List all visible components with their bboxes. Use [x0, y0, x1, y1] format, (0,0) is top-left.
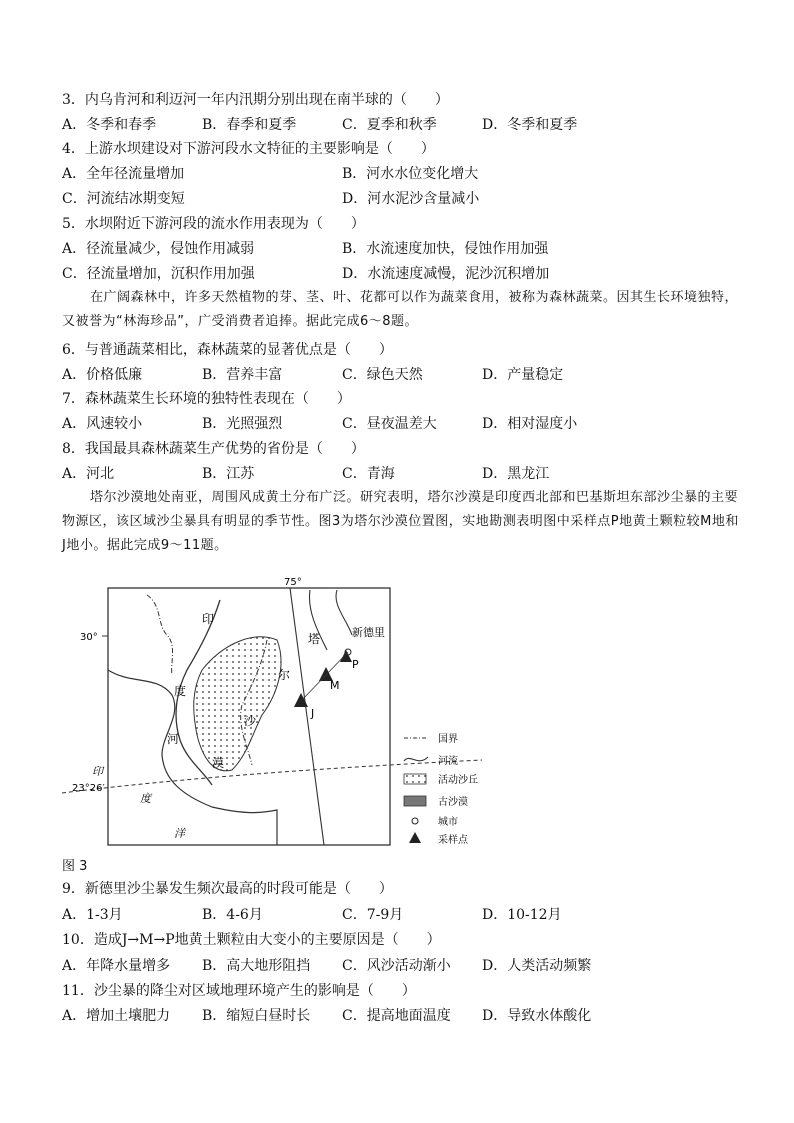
label-ocean-yin: 印 — [92, 765, 103, 778]
q9-stem: 9．新德里沙尘暴发生频次最高的时段可能是（ ） — [62, 881, 393, 897]
q11-option-b: B．缩短白昼时长 — [202, 1008, 311, 1024]
q10-option-c: C．风沙活动渐小 — [342, 958, 451, 974]
legend-sample-symbol — [409, 832, 421, 843]
q4-option-a: A．全年径流量增加 — [62, 166, 185, 182]
passage-thar-desert: 塔尔沙漠地处南亚，周围风成黄土分布广泛。研究表明，塔尔沙漠是印度西北部和巴基斯坦东部沙尘暴的主要物源区，该区域沙尘暴具有明显的季节性。图3为塔尔沙漠位置图，实地勘测表明图中采样点P地黄土颗粒较M地和J地小。据此完成9～11题。 — [62, 490, 739, 553]
q10-option-a: A．年降水量增多 — [62, 958, 171, 974]
label-p: P — [352, 658, 359, 671]
q11-option-c: C．提高地面温度 — [342, 1008, 451, 1024]
q8-option-c: C．青海 — [342, 466, 395, 482]
figure-label: 图 3 — [62, 859, 88, 874]
legend-river-symbol — [404, 757, 428, 761]
label-75: 75° — [284, 577, 302, 588]
map-legend — [404, 733, 478, 846]
legend-city: 城市 — [438, 817, 458, 828]
label-j: J — [311, 707, 315, 720]
q10-stem: 10．造成J→M→P地黄土颗粒由大变小的主要原因是（ ） — [62, 932, 441, 948]
q5-stem: 5．水坝附近下游河段的流水作用表现为（ ） — [62, 216, 365, 232]
q6-option-c: C．绿色天然 — [342, 367, 423, 383]
q6-option-a: A．价格低廉 — [62, 367, 143, 383]
label-ocean-yang: 洋 — [174, 827, 185, 840]
label-tropic: 23°26′ — [72, 783, 105, 794]
q5-option-d: D．水流速度减慢，泥沙沉积增加 — [342, 266, 550, 282]
label-desert-er: 尔 — [278, 668, 291, 682]
legend-active-dune: 活动沙丘 — [438, 775, 478, 786]
q6-option-d: D．产量稳定 — [482, 367, 564, 383]
q11-option-d: D．导致水体酸化 — [482, 1008, 592, 1024]
label-desert-sha: 沙 — [244, 714, 257, 728]
label-30: 30° — [80, 632, 98, 643]
q10-option-d: D．人类活动频繁 — [482, 958, 592, 974]
label-desert-ta: 塔 — [308, 632, 321, 646]
q7-stem: 7．森林蔬菜生长环境的独特性表现在（ ） — [62, 391, 351, 407]
q8-option-a: A．河北 — [62, 466, 115, 482]
label-desert-mo: 漠 — [212, 756, 225, 770]
legend-ancient-desert: 古沙漠 — [438, 797, 468, 808]
q7-option-d: D．相对湿度小 — [482, 416, 578, 432]
q10-option-b: B．高大地形阻挡 — [202, 958, 311, 974]
q4-option-b: B．河水水位变化增大 — [342, 166, 479, 182]
q6-stem: 6．与普通蔬菜相比，森林蔬菜的显著优点是（ ） — [62, 342, 393, 358]
legend-dune-symbol — [404, 774, 426, 784]
q5-option-a: A．径流量减少，侵蚀作用减弱 — [62, 241, 255, 257]
q3-stem: 3．内乌肯河和利迈河一年内汛期分别出现在南半球的（ ） — [62, 92, 449, 108]
label-ocean-du: 度 — [140, 792, 151, 805]
q4-option-d: D．河水泥沙含量减小 — [342, 191, 480, 207]
q5-option-b: B．水流速度加快，侵蚀作用加强 — [342, 241, 549, 257]
q5-option-c: C．径流量增加，沉积作用加强 — [62, 266, 255, 282]
q6-option-b: B．营养丰富 — [202, 367, 283, 383]
legend-sample: 采样点 — [438, 835, 468, 846]
q9-option-c: C．7-9月 — [342, 907, 404, 923]
q9-option-d: D．10-12月 — [482, 907, 562, 923]
legend-city-symbol — [412, 818, 418, 824]
q7-option-b: B．光照强烈 — [202, 416, 283, 432]
thar-desert-map — [62, 575, 482, 850]
label-m: M — [330, 679, 340, 692]
legend-ancient-desert-symbol — [404, 796, 426, 806]
label-du: 度 — [174, 684, 187, 698]
label-new-delhi: 新德里 — [352, 626, 385, 639]
q8-option-d: D．黑龙江 — [482, 466, 550, 482]
q3-option-b: B．春季和夏季 — [202, 117, 297, 133]
legend-border: 国界 — [438, 734, 458, 745]
q8-option-b: B．江苏 — [202, 466, 255, 482]
q11-stem: 11．沙尘暴的降尘对区域地理环境产生的影响是（ ） — [62, 983, 416, 999]
label-he: 河 — [167, 732, 180, 746]
q7-option-c: C．昼夜温差大 — [342, 416, 437, 432]
q3-option-c: C．夏季和秋季 — [342, 117, 437, 133]
passage-forest-vegetables: 在广阔森林中，许多天然植物的芽、茎、叶、花都可以作为蔬菜食用，被称为森林蔬菜。因其生长环境独特，又被誉为“林海珍品”，广受消费者追捧。据此完成6～8题。 — [62, 290, 739, 329]
label-yin: 印 — [202, 612, 215, 626]
q4-stem: 4．上游水坝建设对下游河段水文特征的主要影响是（ ） — [62, 141, 435, 157]
q9-option-a: A．1-3月 — [62, 907, 123, 923]
q3-option-d: D．冬季和夏季 — [482, 117, 578, 133]
q4-option-c: C．河流结冰期变短 — [62, 191, 185, 207]
q9-option-b: B．4-6月 — [202, 907, 263, 923]
q7-option-a: A．风速较小 — [62, 416, 143, 432]
q11-option-a: A．增加土壤肥力 — [62, 1008, 171, 1024]
q8-stem: 8．我国最具森林蔬菜生产优势的省份是（ ） — [62, 441, 365, 457]
q3-option-a: A．冬季和春季 — [62, 117, 157, 133]
legend-river: 河流 — [438, 756, 458, 767]
